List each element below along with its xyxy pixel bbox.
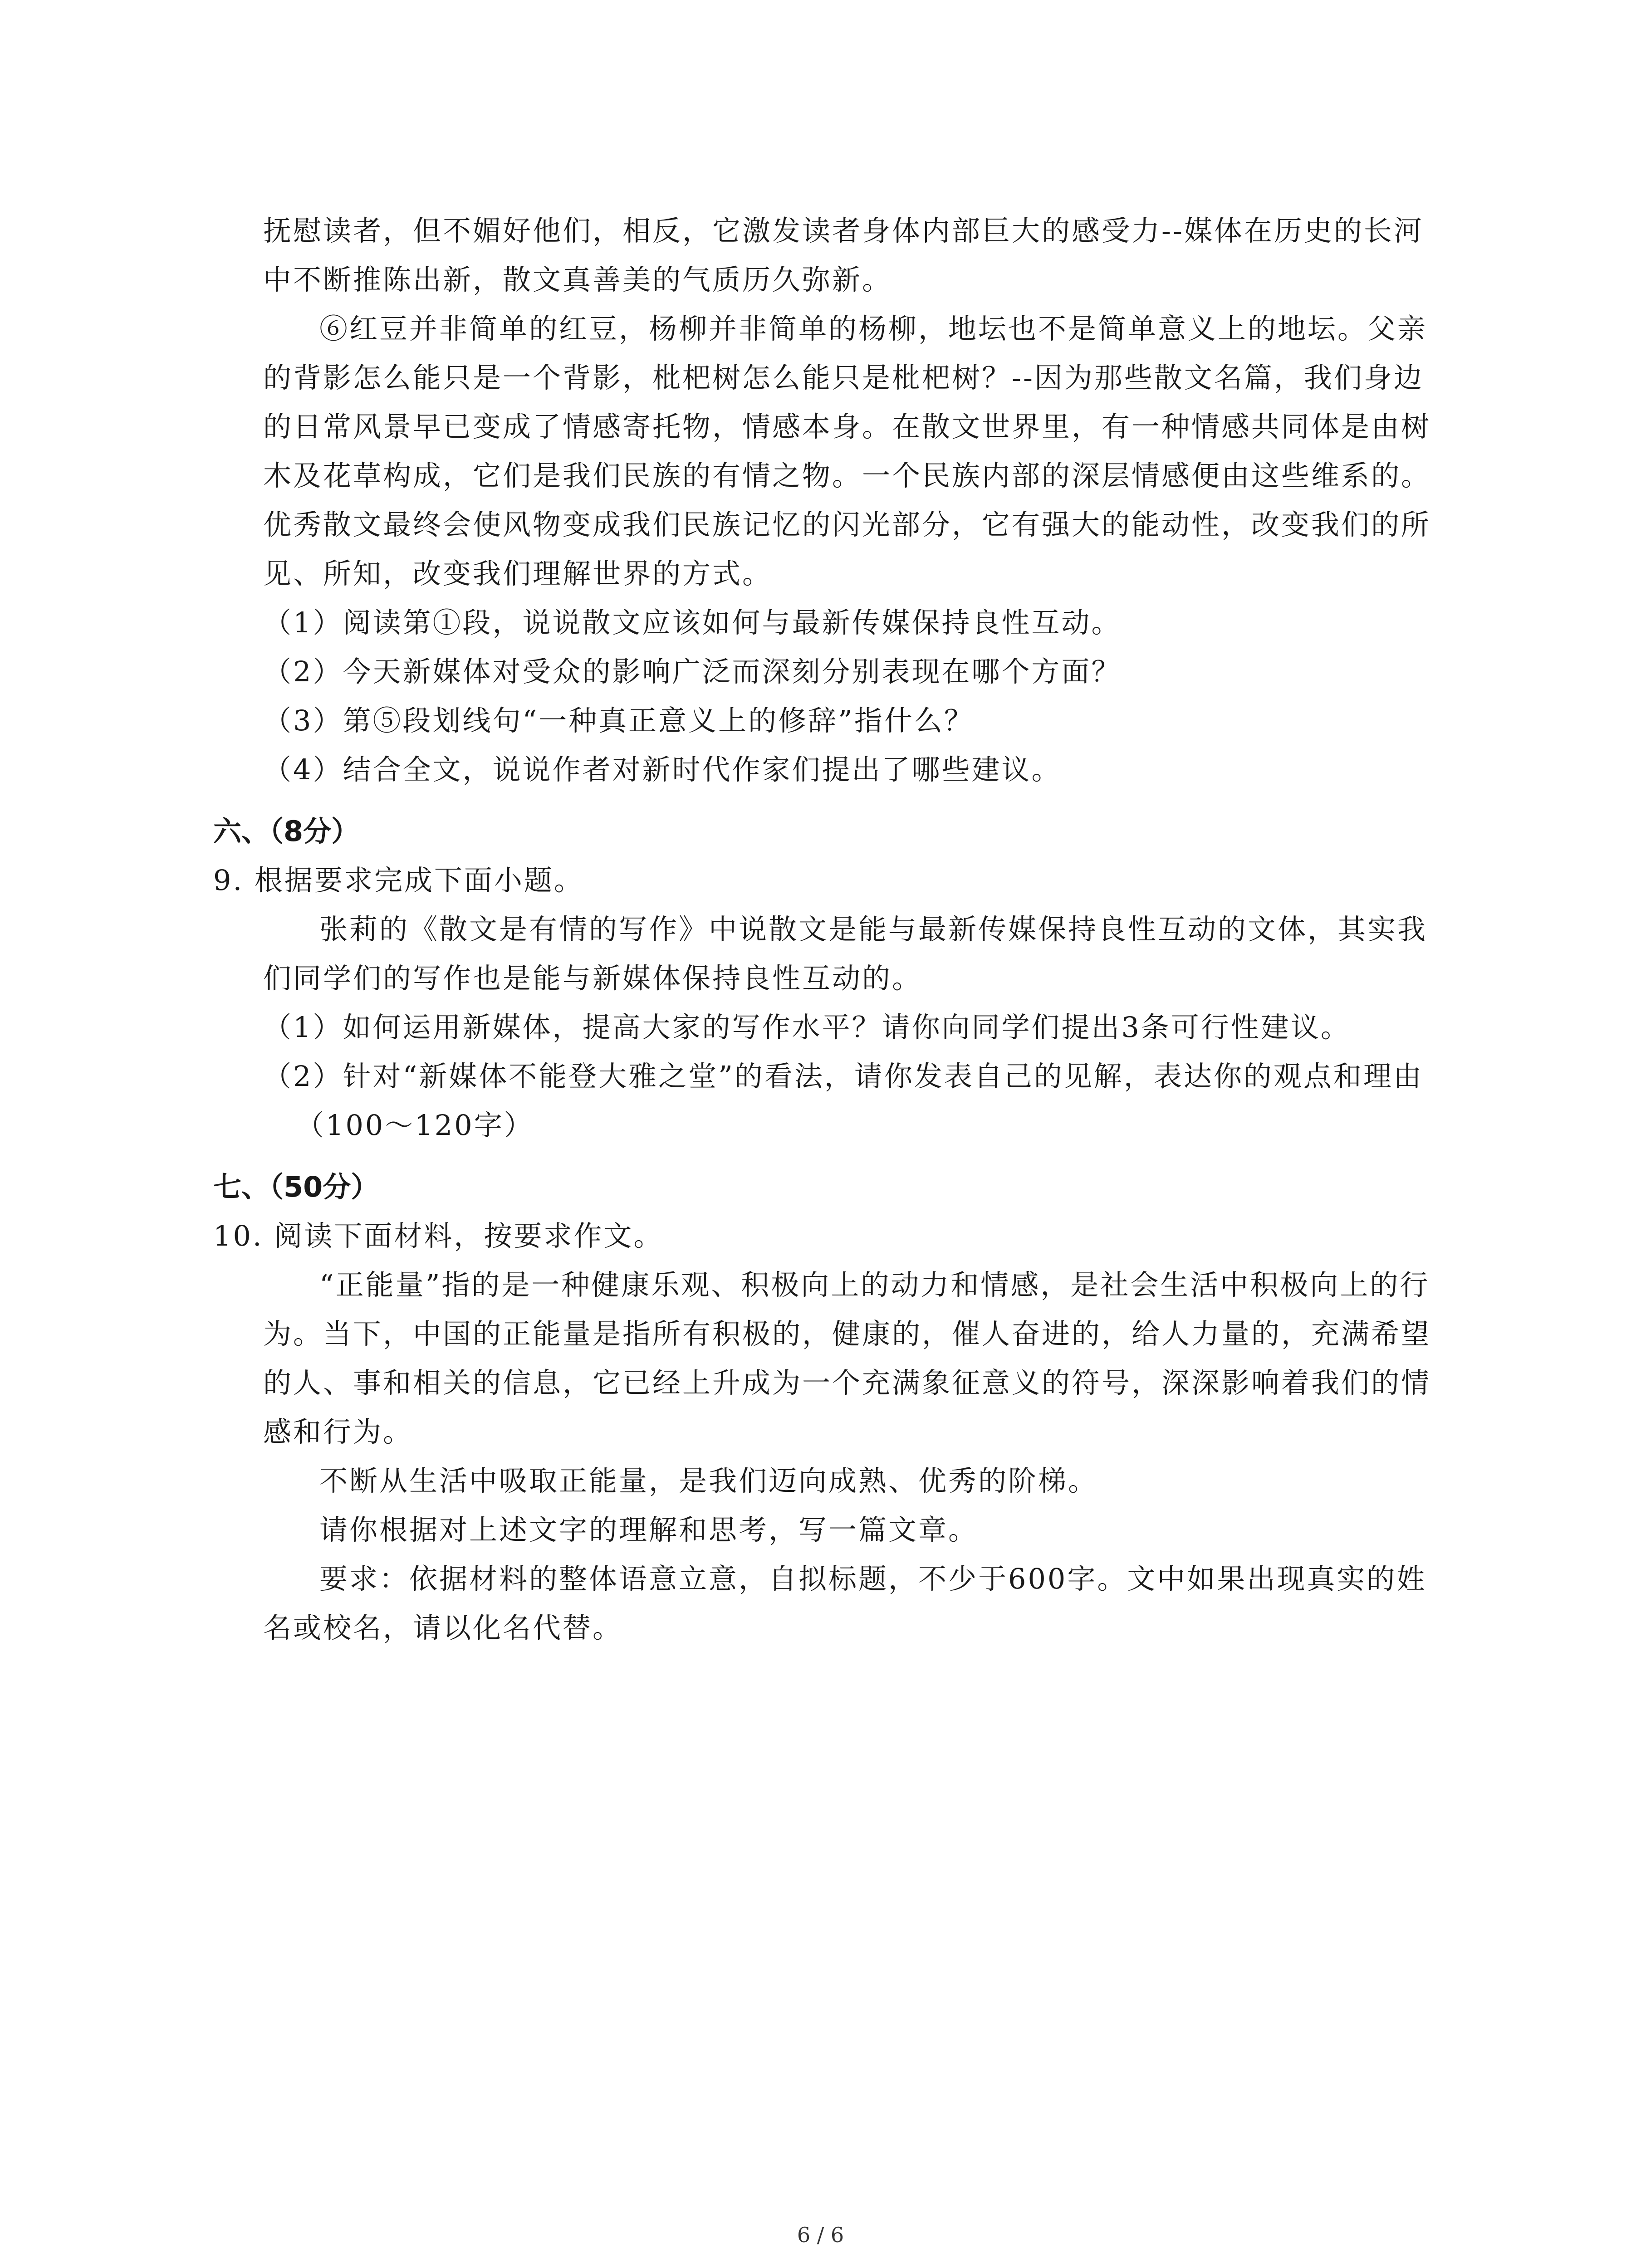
question-10-requirement: 要求：依据材料的整体语意立意，自拟标题，不少于600字。文中如果出现真实的姓名或校名，请以化名代替。 xyxy=(263,1562,1427,1644)
passage-paragraph-6: ⑥红豆并非简单的红豆，杨柳并非简单的杨柳，地坛也不是简单意义上的地坛。父亲的背影怎么能只是一个背影，枇杷树怎么能只是枇杷树？--因为那些散文名篇，我们身边的日常风景早已变成了情感寄托物，情感本身。在散文世界里，有一种情感共同体是由树木及花草构成，它们是我们民族的有情之物。一个民族内部的深层情感便由这些维系的。优秀散文最终会使风物变成我们民族记忆的闪光部分，它有强大的能动性，改变我们的所见、所知，改变我们理解世界的方式。 xyxy=(263,312,1431,590)
question-8-subquestions xyxy=(213,598,1447,794)
question-10-material-1: “正能量”指的是一种健康乐观、积极向上的动力和情感，是社会生活中积极向上的行为。当下，中国的正能量是指所有积极的，健康的，催人奋进的，给人力量的，充满希望的人、事和相关的信息，它已经上升成为一个充满象征意义的符号，深深影响着我们的情感和行为。 xyxy=(263,1268,1431,1448)
question-10 xyxy=(213,1212,1447,1261)
question-10-material-2: 不断从生活中吸取正能量，是我们迈向成熟、优秀的阶梯。 xyxy=(319,1464,1098,1497)
question-8-sub-1: （1）阅读第①段，说说散文应该如何与最新传媒保持良性互动。 xyxy=(263,606,1122,639)
question-8-sub-3: （3）第⑤段划线句“一种真正意义上的修辞”指什么？ xyxy=(263,704,974,737)
section-7 xyxy=(213,1163,1447,1652)
question-9-sub-1: （1）如何运用新媒体，提高大家的写作水平？请你向同学们提出3条可行性建议。 xyxy=(263,1011,1351,1044)
section-6-heading: 六、（8分） xyxy=(213,815,360,848)
page-content xyxy=(213,206,1447,1652)
question-10-number: 10. xyxy=(213,1219,264,1252)
section-7-heading: 七、（50分） xyxy=(213,1170,379,1203)
question-10-text: 阅读下面材料，按要求作文。 xyxy=(274,1219,664,1252)
question-9-number: 9. xyxy=(213,864,244,897)
question-8-sub-4: （4）结合全文，说说作者对新时代作家们提出了哪些建议。 xyxy=(263,753,1062,786)
question-10-instruction: 请你根据对上述文字的理解和思考，写一篇文章。 xyxy=(319,1513,979,1546)
page-number: 6 / 6 xyxy=(797,2223,844,2247)
question-9-text: 根据要求完成下面小题。 xyxy=(254,864,584,897)
question-9-material: 张莉的《散文是有情的写作》中说散文是能与最新传媒保持良性互动的文体，其实我们同学们的写作也是能与新媒体保持良性互动的。 xyxy=(263,913,1428,995)
question-8-sub-2: （2）今天新媒体对受众的影响广泛而深刻分别表现在哪个方面？ xyxy=(263,655,1122,688)
question-9-sub-2: （2）针对“新媒体不能登大雅之堂”的看法，请你发表自己的见解，表达你的观点和理由（100～120字） xyxy=(263,1060,1423,1142)
passage-continuation: 抚慰读者，但不媚好他们，相反，它激发读者身体内部巨大的感受力--媒体在历史的长河中不断推陈出新，散文真善美的气质历久弥新。 xyxy=(263,214,1424,296)
question-9 xyxy=(213,856,1447,905)
section-6 xyxy=(213,807,1447,1150)
